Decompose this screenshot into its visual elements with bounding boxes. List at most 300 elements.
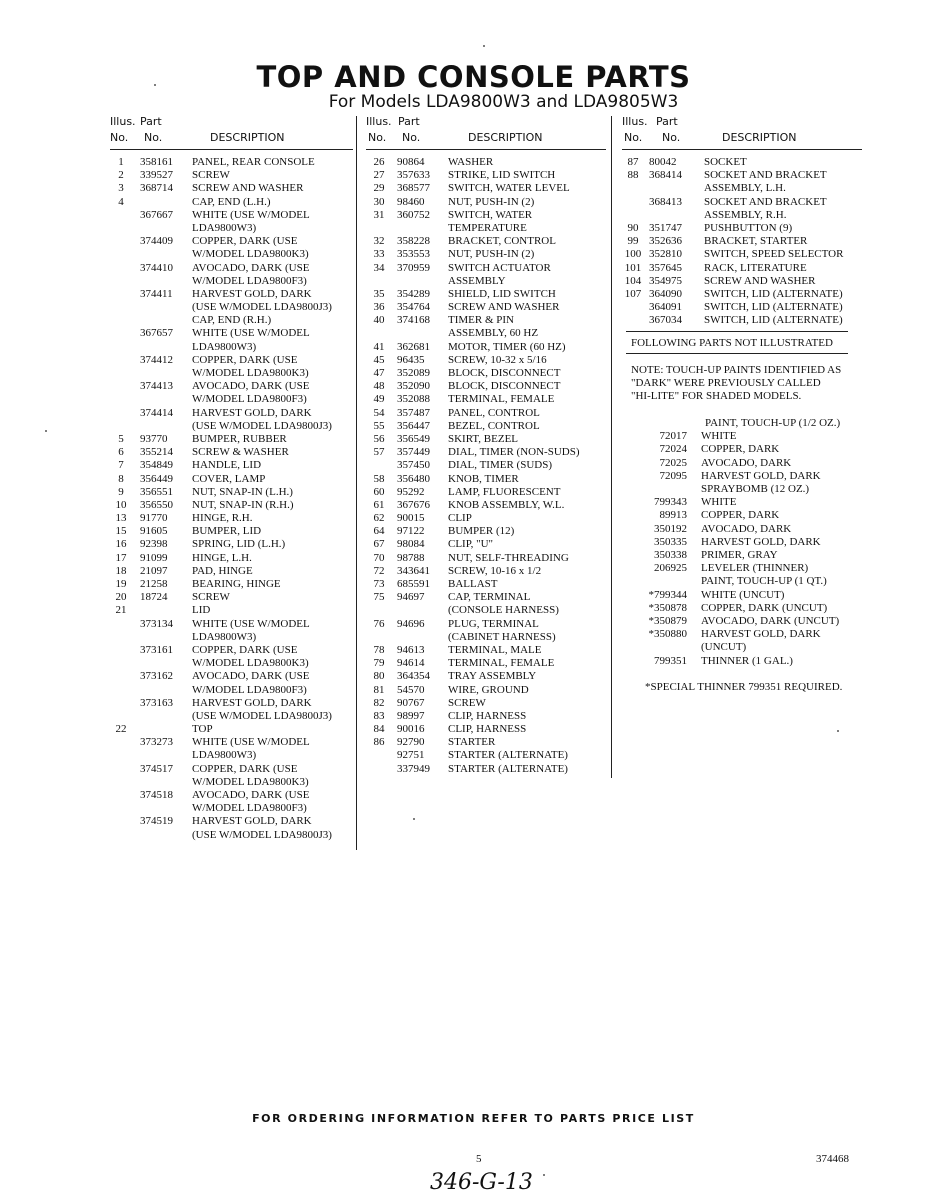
part-row: [110, 301, 353, 314]
part-description: SOCKET AND BRACKET: [704, 195, 827, 208]
part-number: 94697: [397, 591, 425, 604]
part-number: 368413: [649, 195, 682, 208]
illus-number: 3: [118, 182, 124, 195]
part-row: [110, 604, 353, 617]
part-row: [622, 222, 862, 235]
illus-number: 27: [373, 169, 385, 182]
part-number: 356549: [397, 432, 430, 445]
part-description: PLUG, TERMINAL: [448, 617, 539, 630]
part-number: 368577: [397, 182, 430, 195]
part-description: STARTER (ALTERNATE): [448, 749, 568, 762]
part-number: 93770: [140, 432, 168, 445]
part-description: (USE W/MODEL LDA9800J3): [192, 709, 332, 722]
part-number: 354289: [397, 287, 430, 300]
part-number: 90016: [397, 723, 425, 736]
part-number: 356480: [397, 472, 430, 485]
part-number: 373134: [140, 617, 173, 630]
part-number: 355214: [140, 446, 173, 459]
part-number: 358161: [140, 156, 173, 168]
part-number: 357449: [397, 446, 430, 459]
illus-number: 104: [624, 274, 642, 287]
part-row: [110, 591, 353, 604]
illus-number: 45: [373, 353, 385, 366]
illus-number: 55: [373, 419, 385, 432]
part-description: SCREW, 10-16 x 1/2: [448, 564, 542, 577]
part-description: TRAY ASSEMBLY: [448, 670, 537, 683]
part-row: [110, 631, 353, 644]
part-number: 353553: [397, 248, 430, 261]
part-description: AVOCADO, DARK (USE: [192, 261, 310, 274]
part-row: [366, 222, 606, 235]
paint-part-number: 89913: [659, 509, 687, 522]
part-description: NUT, PUSH-IN (2): [448, 248, 535, 261]
part-row: [366, 275, 606, 288]
part-row: [110, 262, 353, 275]
part-number: 356551: [140, 485, 173, 498]
part-number: 97122: [397, 525, 425, 538]
illus-number: 21: [115, 604, 127, 617]
part-description: TERMINAL, FEMALE: [448, 657, 555, 670]
part-number: 374409: [140, 235, 173, 248]
part-row: [366, 380, 606, 393]
paint-part-number: *350879: [648, 615, 687, 627]
part-number: 374411: [140, 287, 173, 300]
part-row: [366, 354, 606, 367]
part-row: [366, 525, 606, 538]
part-description: HARVEST GOLD, DARK: [192, 815, 312, 828]
part-number: 94613: [397, 643, 425, 656]
illus-number: 61: [373, 498, 385, 511]
part-description: WHITE (USE W/MODEL: [192, 327, 310, 340]
part-description: TIMER & PIN: [448, 314, 514, 327]
paint-part-number: 72017: [659, 430, 687, 443]
part-number: 91605: [140, 525, 168, 538]
part-row: [110, 222, 353, 235]
part-description: BUMPER (12): [448, 525, 515, 538]
paint-description: COPPER, DARK: [701, 509, 780, 522]
part-number: 91770: [140, 512, 168, 525]
part-description: SOCKET AND BRACKET: [704, 169, 827, 182]
illus-number: 17: [115, 551, 127, 564]
ordering-footer: FOR ORDERING INFORMATION REFER TO PARTS PRICE LIST: [252, 1112, 695, 1125]
part-row: [110, 354, 353, 367]
illus-number: 86: [373, 736, 385, 749]
illus-number: 35: [373, 287, 385, 300]
illus-number: 78: [373, 643, 385, 656]
part-row: [622, 288, 862, 301]
illus-number: 1: [118, 156, 124, 168]
part-number: 90767: [397, 696, 425, 709]
part-number: 21097: [140, 564, 168, 577]
part-row: [366, 710, 606, 723]
part-number: 367034: [649, 314, 682, 327]
part-row: [366, 327, 606, 340]
part-row: [110, 486, 353, 499]
part-description: COPPER, DARK (USE: [192, 353, 298, 366]
part-row: [366, 262, 606, 275]
part-number: 90015: [397, 512, 425, 525]
illus-number: 81: [373, 683, 385, 696]
part-row: [622, 196, 862, 209]
part-description: NUT, PUSH-IN (2): [448, 195, 535, 208]
part-number: 367676: [397, 498, 430, 511]
part-row: [110, 512, 353, 525]
paint-description: AVOCADO, DARK: [701, 522, 792, 535]
part-row: [110, 789, 353, 802]
paint-part-number: 799343: [654, 496, 687, 509]
part-row: [110, 710, 353, 723]
part-number: 98084: [397, 538, 425, 551]
part-description: ASSEMBLY, 60 HZ: [448, 327, 539, 340]
document-number: 374468: [816, 1153, 849, 1165]
part-description: W/MODEL LDA9800F3): [192, 802, 307, 815]
part-description: AVOCADO, DARK (USE: [192, 670, 310, 683]
part-row: [622, 169, 862, 182]
part-row: [366, 684, 606, 697]
part-description: PAD, HINGE: [192, 564, 253, 577]
part-label: Part: [140, 115, 162, 128]
no-label: No.: [368, 131, 387, 144]
illus-number: 100: [624, 248, 642, 261]
part-description: SCREW: [192, 591, 230, 604]
part-row: [110, 196, 353, 209]
part-description: SCREW: [448, 696, 486, 709]
not-illustrated-heading: FOLLOWING PARTS NOT ILLUSTRATED: [631, 337, 833, 349]
part-number: 368414: [649, 169, 682, 182]
part-row: [366, 209, 606, 222]
divider: [626, 353, 848, 354]
note-line-2: "DARK" WERE PREVIOUSLY CALLED: [631, 377, 821, 389]
part-row: [622, 262, 862, 275]
paint-description: AVOCADO, DARK: [701, 456, 792, 469]
part-description: W/MODEL LDA9800F3): [192, 274, 307, 287]
part-description: COVER, LAMP: [192, 472, 266, 485]
paint-part-number: 799351: [654, 654, 687, 667]
illus-number: 54: [373, 406, 385, 419]
part-description: WASHER: [448, 156, 494, 168]
parts-column-1: [110, 113, 353, 842]
part-row: [366, 618, 606, 631]
illus-number: 107: [624, 287, 642, 300]
part-description: LDA9800W3): [192, 221, 257, 234]
illus-number: 13: [115, 512, 127, 525]
illus-number: 9: [118, 485, 124, 498]
part-row: [110, 763, 353, 776]
part-row: [366, 196, 606, 209]
part-number: 352089: [397, 367, 430, 379]
part-row: [110, 209, 353, 222]
part-description: HARVEST GOLD, DARK: [192, 287, 312, 300]
part-number: 373162: [140, 670, 173, 683]
part-description: ASSEMBLY, R.H.: [704, 208, 787, 221]
paint-description: WHITE: [701, 496, 737, 509]
part-description: LDA9800W3): [192, 340, 257, 353]
part-row: [366, 367, 606, 380]
part-number: 373163: [140, 696, 173, 709]
part-row: [366, 657, 606, 670]
part-row: [366, 538, 606, 551]
part-description: (USE W/MODEL LDA9800J3): [192, 301, 332, 314]
column-divider: [356, 116, 357, 850]
paint-part-number: 350192: [654, 522, 687, 535]
part-number: 352636: [649, 235, 682, 248]
part-description: TOP: [192, 723, 213, 736]
part-row: [366, 248, 606, 261]
part-description: W/MODEL LDA9800K3): [192, 657, 309, 670]
paint-description: WHITE: [701, 430, 737, 443]
part-description: CAP, END (R.H.): [192, 314, 272, 327]
part-row: [366, 433, 606, 446]
illus-number: 88: [627, 169, 639, 182]
illus-number: 48: [373, 380, 385, 393]
illus-number: 79: [373, 657, 385, 670]
part-row: [366, 644, 606, 657]
part-description: ASSEMBLY, L.H.: [704, 182, 786, 195]
note-line-3: "HI-LITE" FOR SHADED MODELS.: [631, 390, 802, 402]
part-row: [110, 552, 353, 565]
part-description: COPPER, DARK (USE: [192, 643, 298, 656]
part-description: DIAL, TIMER (SUDS): [448, 459, 552, 472]
paint-description: THINNER (1 GAL.): [701, 654, 793, 667]
illus-number: 87: [627, 156, 639, 168]
part-row: [110, 618, 353, 631]
part-description: W/MODEL LDA9800F3): [192, 683, 307, 696]
paint-description: HARVEST GOLD, DARK: [701, 628, 821, 641]
page-number: 5: [476, 1153, 482, 1165]
paint-part-number: *350878: [648, 601, 687, 614]
part-description: PUSHBUTTON (9): [704, 221, 793, 234]
part-number: 352088: [397, 393, 430, 406]
handwritten-note: 346-G-13: [430, 1170, 533, 1195]
illus-number: 15: [115, 525, 127, 538]
paint-part-number: 206925: [654, 562, 687, 575]
part-number: 374517: [140, 762, 173, 775]
part-description: PANEL, REAR CONSOLE: [192, 156, 315, 168]
scan-speck: [543, 1174, 545, 1176]
part-description: STARTER (ALTERNATE): [448, 762, 568, 775]
no-label: No.: [662, 131, 681, 144]
paint-section-heading: PAINT, TOUCH-UP (1 QT.): [701, 575, 827, 588]
part-description: AVOCADO, DARK (USE: [192, 789, 310, 801]
part-row: [366, 420, 606, 433]
illus-number: 80: [373, 670, 385, 683]
part-row: [366, 723, 606, 736]
part-row: [110, 169, 353, 182]
part-description: CAP, TERMINAL: [448, 591, 531, 604]
part-row: [110, 697, 353, 710]
part-number: 362681: [397, 340, 430, 353]
part-description: COPPER, DARK (USE: [192, 762, 298, 775]
part-description: PANEL, CONTROL: [448, 406, 540, 419]
part-number: 354849: [140, 459, 173, 472]
part-description: SWITCH, LID (ALTERNATE): [704, 301, 843, 314]
part-row: [110, 578, 353, 591]
column-header: [622, 113, 862, 150]
illus-number: 7: [118, 459, 124, 472]
part-description: BRACKET, CONTROL: [448, 235, 556, 248]
part-number: 354764: [397, 301, 430, 314]
paint-part-number: *799344: [648, 588, 687, 601]
scan-speck: [837, 730, 839, 732]
no-label: No.: [110, 131, 129, 144]
description-label: DESCRIPTION: [468, 131, 543, 144]
part-description: NUT, SELF-THREADING: [448, 551, 569, 564]
illus-label: Illus.: [110, 115, 136, 128]
part-description: SCREW, 10-32 x 5/16: [448, 353, 547, 366]
part-number: 339527: [140, 169, 173, 182]
part-row: [110, 407, 353, 420]
part-number: 337949: [397, 762, 430, 775]
part-row: [366, 341, 606, 354]
part-number: 54570: [397, 683, 425, 696]
part-description: AVOCADO, DARK (USE: [192, 380, 310, 393]
illus-number: 101: [624, 261, 642, 274]
illus-number: 20: [115, 591, 127, 604]
column-header: [110, 113, 353, 150]
part-row: [110, 446, 353, 459]
part-row: [110, 565, 353, 578]
part-description: ASSEMBLY: [448, 274, 506, 287]
part-description: SCREW & WASHER: [192, 446, 289, 459]
divider: [626, 331, 848, 332]
illus-label: Illus.: [366, 115, 392, 128]
part-description: STARTER: [448, 736, 496, 749]
part-row: [366, 473, 606, 486]
part-row: [366, 288, 606, 301]
part-description: COPPER, DARK (USE: [192, 235, 298, 248]
part-row: [110, 657, 353, 670]
part-description: CLIP, "U": [448, 538, 494, 551]
part-number: 358228: [397, 235, 430, 248]
part-row: [622, 182, 862, 195]
scan-speck: [154, 84, 156, 86]
part-description: W/MODEL LDA9800K3): [192, 248, 309, 261]
part-description: SWITCH, SPEED SELECTOR: [704, 248, 844, 261]
part-description: W/MODEL LDA9800K3): [192, 775, 309, 788]
part-number: 357450: [397, 459, 430, 472]
paint-description: WHITE (UNCUT): [701, 588, 785, 601]
illus-number: 29: [373, 182, 385, 195]
part-number: 374412: [140, 353, 173, 366]
description-label: DESCRIPTION: [210, 131, 285, 144]
illus-number: 8: [118, 472, 124, 485]
part-row: [622, 301, 862, 314]
illus-number: 30: [373, 195, 385, 208]
part-number: 98788: [397, 551, 425, 564]
paint-part-number: 72025: [659, 456, 687, 469]
part-description: HANDLE, LID: [192, 459, 262, 472]
part-description: DIAL, TIMER (NON-SUDS): [448, 446, 580, 459]
part-number: 343641: [397, 564, 430, 577]
part-number: 357645: [649, 261, 682, 274]
part-row: [110, 644, 353, 657]
part-row: [110, 156, 353, 169]
part-label: Part: [656, 115, 678, 128]
part-description: SHIELD, LID SWITCH: [448, 287, 556, 300]
part-description: TEMPERATURE: [448, 221, 527, 234]
part-description: BUMPER, LID: [192, 525, 262, 538]
illus-number: 6: [118, 446, 124, 459]
part-number: 373161: [140, 643, 173, 656]
part-number: 364354: [397, 670, 430, 683]
illus-number: 4: [118, 195, 124, 208]
part-row: [110, 802, 353, 815]
part-row: [110, 815, 353, 828]
parts-column-2: [366, 113, 606, 776]
part-number: 356550: [140, 498, 173, 511]
part-description: BUMPER, RUBBER: [192, 432, 287, 445]
part-row: [366, 407, 606, 420]
paint-description: COPPER, DARK: [701, 443, 780, 456]
illus-number: 22: [115, 723, 127, 736]
no-label: No.: [624, 131, 643, 144]
part-description: (USE W/MODEL LDA9800J3): [192, 828, 332, 841]
part-description: BALLAST: [448, 578, 498, 590]
part-number: 368714: [140, 182, 173, 195]
part-description: HARVEST GOLD, DARK: [192, 696, 312, 709]
part-description: NUT, SNAP-IN (R.H.): [192, 498, 294, 511]
part-description: HINGE, L.H.: [192, 551, 252, 564]
part-description: BLOCK, DISCONNECT: [448, 380, 561, 393]
part-label: Part: [398, 115, 420, 128]
part-row: [110, 684, 353, 697]
illus-number: 76: [373, 617, 385, 630]
part-row: [110, 367, 353, 380]
no-label: No.: [144, 131, 163, 144]
part-description: WHITE (USE W/MODEL: [192, 736, 310, 749]
illus-number: 19: [115, 578, 127, 590]
part-description: CAP, END (L.H.): [192, 195, 271, 208]
illus-number: 40: [373, 314, 385, 327]
illus-number: 5: [118, 432, 124, 445]
part-description: HINGE, R.H.: [192, 512, 253, 525]
special-note: *SPECIAL THINNER 799351 REQUIRED.: [645, 681, 843, 693]
part-row: [110, 248, 353, 261]
illus-number: 70: [373, 551, 385, 564]
part-description: KNOB ASSEMBLY, W.L.: [448, 498, 565, 511]
illus-number: 47: [373, 367, 385, 379]
part-description: MOTOR, TIMER (60 HZ): [448, 340, 566, 353]
part-row: [366, 736, 606, 749]
paint-part-number: 72095: [659, 469, 687, 482]
part-description: LAMP, FLUORESCENT: [448, 485, 561, 498]
part-number: 352810: [649, 248, 682, 261]
parts-list: [110, 156, 353, 842]
part-row: [622, 235, 862, 248]
page-subtitle: For Models LDA9800W3 and LDA9805W3: [328, 92, 679, 112]
part-number: 685591: [397, 578, 430, 590]
part-number: 94696: [397, 617, 425, 630]
parts-column-3: [622, 113, 862, 327]
part-description: LDA9800W3): [192, 630, 257, 643]
paint-description: HARVEST GOLD, DARK: [701, 469, 821, 482]
part-description: SWITCH, LID (ALTERNATE): [704, 287, 843, 300]
part-row: [110, 776, 353, 789]
part-description: STRIKE, LID SWITCH: [448, 169, 556, 182]
part-number: 90864: [397, 156, 425, 168]
column-header: [366, 113, 606, 150]
part-number: 94614: [397, 657, 425, 670]
part-row: [366, 604, 606, 617]
scan-speck: [413, 818, 415, 820]
paint-description: COPPER, DARK (UNCUT): [701, 601, 828, 614]
part-row: [110, 327, 353, 340]
part-row: [366, 486, 606, 499]
part-description: SWITCH, WATER: [448, 208, 533, 221]
paint-part-number: 350335: [654, 535, 687, 548]
part-description: SWITCH ACTUATOR: [448, 261, 551, 274]
part-row: [110, 538, 353, 551]
